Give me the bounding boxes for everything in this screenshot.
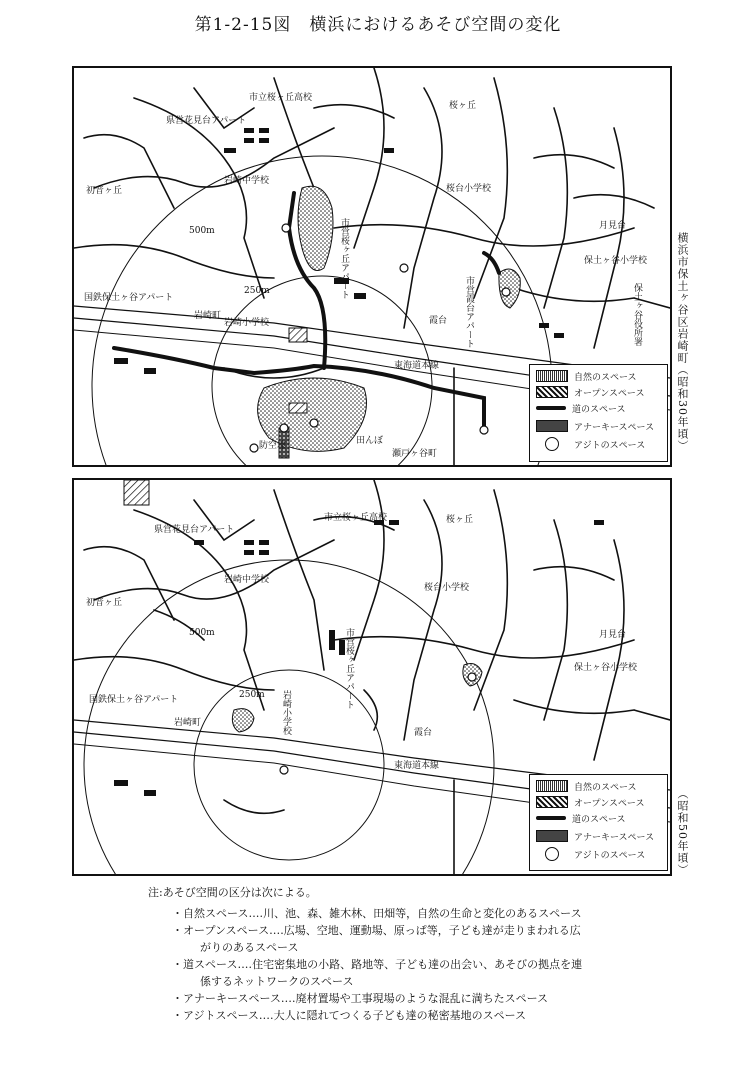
- legend-road: 道のスペース: [572, 404, 626, 415]
- label-hanamidai-apartment: 県営花見台アパート: [166, 116, 247, 126]
- map-showa30: [72, 66, 672, 467]
- legend-road-swatch: [536, 406, 566, 410]
- label-hatsunegaoka: 初音ヶ丘: [86, 186, 123, 196]
- legend-open-swatch: [536, 386, 568, 398]
- legend-road-swatch: [536, 816, 566, 820]
- note-open-cont: がりのあるスペース: [200, 941, 299, 955]
- label-ward-office: 保土ヶ谷役所署: [632, 283, 642, 346]
- note-open: ・オープンスペース‥‥広場、空地、運動場、原っぱ等，子ども達が走りまわれる広: [172, 924, 581, 938]
- legend-nature: 自然のスペース: [574, 782, 637, 793]
- legend-nature: 自然のスペース: [574, 372, 637, 383]
- label-500m: 500m: [189, 628, 215, 638]
- label-hanamidai-apartment: 県営花見台アパート: [154, 525, 235, 535]
- notes: [148, 884, 583, 1024]
- note-anarchy: ・アナーキースペース‥‥廃材置場や工事現場のような混乱に満ちたスペース: [172, 992, 549, 1006]
- legend-anarchy-swatch: [536, 830, 568, 842]
- note-hideout: ・アジトスペース‥‥大人に隠れてつくる子ども達の秘密基地のスペース: [172, 1009, 527, 1023]
- legend-hideout: アジトのスペース: [574, 440, 646, 451]
- note-road-cont: 係するネットワークのスペース: [200, 975, 354, 989]
- label-kasumidai-apartment: 市営霞台アパート: [464, 276, 474, 348]
- label-kasumidai: 霞台: [414, 728, 433, 738]
- label-sakuradai-es: 桜台小学校: [424, 583, 470, 593]
- label-bokugo: 防空壕: [259, 441, 287, 451]
- legend-showa50: [529, 774, 668, 871]
- side-label-showa30: 横浜市保土ヶ谷区岩崎町（昭和30年頃）: [676, 232, 689, 452]
- map-showa50: [72, 478, 672, 876]
- legend-nature-swatch: [536, 780, 568, 792]
- label-tsukimidai: 月見台: [599, 630, 627, 640]
- label-hodogaya-es: 保土ヶ谷小学校: [574, 663, 638, 673]
- label-school-sakuragaoka: 市立桜ヶ丘高校: [324, 513, 388, 523]
- legend-hideout-icon: [545, 847, 559, 861]
- notes-heading: 注:あそび空間の区分は次による。: [148, 886, 317, 899]
- label-250m: 250m: [239, 690, 265, 700]
- page-title: 第1-2-15図 横浜におけるあそび空間の変化: [194, 15, 562, 35]
- legend-open: オープンスペース: [574, 388, 645, 399]
- legend-showa30: [529, 364, 668, 462]
- label-tanbo: 田んぼ: [356, 436, 384, 446]
- label-kokutetsu-apartment: 国鉄保土ヶ谷アパート: [84, 293, 174, 303]
- legend-hideout: アジトのスペース: [574, 850, 646, 861]
- label-iwasaki-jhs: 岩崎中学校: [224, 176, 270, 186]
- label-iwasaki-es: 岩崎小学校: [281, 690, 291, 735]
- label-kokutetsu-apartment: 国鉄保土ヶ谷アパート: [89, 695, 179, 705]
- note-road: ・道スペース‥‥住宅密集地の小路、路地等、子ども達の出会い、あそびの拠点を連: [172, 958, 583, 972]
- label-sakuragaoka-apartment: 市営桜ヶ丘アパート: [339, 218, 349, 299]
- label-hodogaya-es: 保土ヶ谷小学校: [584, 256, 648, 266]
- legend-road: 道のスペース: [572, 814, 626, 825]
- legend-anarchy: アナーキースペース: [574, 832, 655, 843]
- label-school-sakuragaoka: 市立桜ヶ丘高校: [249, 93, 313, 103]
- legend-nature-swatch: [536, 370, 568, 382]
- label-kasumidai: 霞台: [429, 316, 448, 326]
- label-tsukimidai: 月見台: [599, 221, 627, 231]
- label-sakuradai-es: 桜台小学校: [446, 184, 492, 194]
- label-hatsunegaoka: 初音ヶ丘: [86, 598, 123, 608]
- label-iwasakicho: 岩崎町: [194, 311, 222, 321]
- legend-hideout-icon: [545, 437, 559, 451]
- label-250m: 250m: [244, 286, 270, 296]
- label-sakuragaoka: 桜ヶ丘: [449, 101, 477, 111]
- label-500m: 500m: [189, 226, 215, 236]
- label-iwasakicho: 岩崎町: [174, 718, 202, 728]
- legend-anarchy-swatch: [536, 420, 568, 432]
- label-iwasaki-jhs: 岩崎中学校: [224, 575, 270, 585]
- label-tokaido-line: 東海道本線: [394, 361, 440, 371]
- note-nature: ・自然スペース‥‥川、池、森、雑木林、田畑等，自然の生命と変化のあるスペース: [172, 907, 582, 921]
- label-sakuragaoka: 桜ヶ丘: [446, 515, 474, 525]
- label-sakuragaoka-apartment: 市営桜ヶ丘アパート: [344, 628, 354, 709]
- side-label-showa50: （昭和50年頃）: [676, 788, 689, 876]
- label-setogaya: 瀬戸ヶ谷町: [392, 449, 438, 459]
- legend-open: オープンスペース: [574, 798, 645, 809]
- label-iwasaki-es: 岩崎小学校: [224, 318, 270, 328]
- label-tokaido-line: 東海道本線: [394, 761, 440, 771]
- legend-open-swatch: [536, 796, 568, 808]
- legend-anarchy: アナーキースペース: [574, 422, 655, 433]
